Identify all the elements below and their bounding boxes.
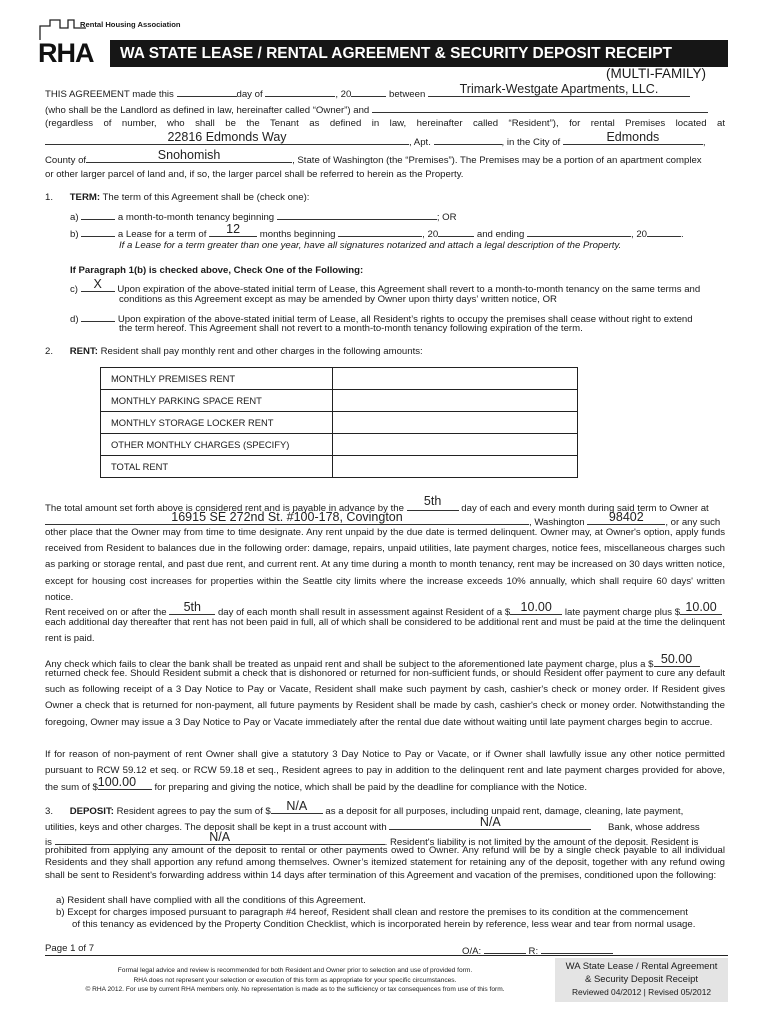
returned-check-line: Any check which fails to clear the bank shall be treated as unpaid rent and shall be subject to the aforementioned late payment charge, plus a $ 50.00: [45, 656, 725, 671]
owner-zip-field[interactable]: 98402: [587, 514, 665, 525]
page-number: Page 1 of 7: [45, 943, 95, 954]
owner-initials-field[interactable]: [484, 943, 526, 954]
monthly-parking-rent-field[interactable]: [333, 390, 578, 412]
notice-fee-paragraph: If for reason of non-payment of rent Owner shall give a statutory 3 Day Notice to Pay or Vacate, or if Owner shall lawfully issue any other notice permitted pursuant to RCW 59.12 et seq. or RCW 59.18 et seq., Resident agrees to pay in addition to the delinquent rent and late payment charges provided for above, the sum of $ 100.00 for preparing and giving the notice, which shall be paid by the deadline for compliance with the Notice.: [45, 749, 725, 794]
if-paragraph-heading: If Paragraph 1(b) is checked above, Check One of the Following:: [70, 265, 364, 276]
month-to-month-checkbox[interactable]: [81, 209, 115, 220]
other-monthly-charges-field[interactable]: [333, 434, 578, 456]
agreement-day-field[interactable]: [177, 86, 237, 97]
term-option-d: d) Upon expiration of the above-stated initial term of Lease, all Resident’s rights to occupy the premises shall cease without right to extend: [70, 311, 725, 326]
late-charge-paragraph: each additional day thereafter that rent has not been paid in full, all of which shall be considered to be additional rent and must be paid at the time the delinquent rent is paid.: [45, 617, 726, 645]
returned-check-fee-field[interactable]: 50.00: [654, 656, 700, 667]
logo-text: RHA: [38, 38, 94, 68]
rent-due-line: The total amount set forth above is considered rent and is payable in advance by the 5th day of each and every month during said term to Owner at: [45, 494, 709, 514]
table-row: OTHER MONTHLY CHARGES (SPECIFY): [101, 434, 578, 456]
revert-month-to-month-checkbox[interactable]: X: [81, 281, 115, 292]
resident-name-field[interactable]: [372, 102, 708, 113]
agreement-month-field[interactable]: [265, 86, 335, 97]
returned-check-paragraph: returned check fee. Should Resident submit a check that is dishonored or returned for non-sufficient funds, or should Resident offer payment to cure any default such as following receipt of a 3 Day Notice to Pay or Vacate, Resident shall make such payment by cash, cashier's check or money order. If Resident gives Owner a check that is returned for non-payment, all future payments by Resident shall be made by cash, cashier's check or money order. Notwithstanding the foregoing, Owner may issue a 3 Day Notice to Pay or Vacate immediately after the rental due date without waiting until late payment charges begin to accrue.: [45, 668, 725, 728]
deposit-bank-address-field[interactable]: N/A: [55, 834, 385, 845]
intro-line-2: (who shall be the Landlord as defined in law, hereinafter called “Owner”) and: [45, 102, 725, 117]
lease-end-field[interactable]: [527, 226, 631, 237]
org-name: Rental Housing Association: [80, 20, 181, 29]
term-option-c: c) X Upon expiration of the above-stated initial term of Lease, this Agreement shall revert to a month-to-month tenancy on the same terms and: [70, 277, 701, 295]
notice-fee-field[interactable]: 100.00: [98, 779, 152, 790]
rent-heading: 2. RENT: Resident shall pay monthly rent and other charges in the following amounts:: [45, 346, 423, 357]
county-field[interactable]: Snohomish: [86, 152, 292, 163]
monthly-storage-rent-field[interactable]: [333, 412, 578, 434]
table-row: TOTAL RENT: [101, 456, 578, 478]
daily-late-fee-field[interactable]: 10.00: [680, 604, 722, 615]
table-row: MONTHLY PARKING SPACE RENT: [101, 390, 578, 412]
owner-address-line: 16915 SE 272nd St. #100-178, Covington , Washington 98402 , or any such: [45, 514, 725, 529]
total-rent-field[interactable]: [333, 456, 578, 478]
landlord-name-field[interactable]: Trimark-Westgate Apartments, LLC.: [428, 86, 690, 97]
term-option-d-line-2: the term hereof. This Agreement shall not revert to a month-to-month tenancy following expiration of the term.: [119, 323, 583, 334]
deposit-bank-field[interactable]: N/A: [389, 819, 591, 830]
lease-end-year-field[interactable]: [647, 226, 681, 237]
lease-begin-field[interactable]: [338, 226, 422, 237]
term-heading: 1. TERM: The term of this Agreement shall be (check one):: [45, 192, 310, 203]
late-fee-field[interactable]: 10.00: [510, 604, 562, 615]
intro-line-6: or other larger parcel of land and, if so, the larger parcel shall be referred to herein as the Property.: [45, 169, 464, 180]
no-revert-checkbox[interactable]: [81, 311, 115, 322]
deposit-amount-field[interactable]: N/A: [271, 803, 323, 814]
lease-note: If a Lease for a term greater than one year, have all signatures notarized and attach a legal description of the Property.: [119, 240, 622, 251]
late-day-field[interactable]: 5th: [169, 604, 215, 615]
intro-line-4: 22816 Edmonds Way , Apt. , in the City of Edmonds ,: [45, 134, 725, 149]
lease-checkbox[interactable]: [81, 226, 115, 237]
deposit-condition-a: a) Resident shall have complied with all the conditions of this Agreement.: [56, 895, 366, 906]
form-id-box: WA State Lease / Rental Agreement & Security Deposit Receipt Reviewed 04/2012 | Revised 05/2012: [555, 958, 728, 1002]
resident-initials-field[interactable]: [541, 943, 613, 954]
rent-table: [100, 367, 578, 478]
rent-terms-paragraph: other place that the Owner may from time to time designate. Any rent unpaid by the due date is termed delinquent. Owner may, at Owner's option, apply funds received from Resident to balances due in the following order: damage, repairs, unpaid utilities, late payment charges, notice fees, miscellaneous charges such as parking or storage rental, and past due rent, and current rent. At any time during a month to month tenancy, rent may be increased on 30 days written notice, except for housing cost increases for properties within the Seattle city limits where the increase exceeds 10% annually, which shall require 60 days' written notice.: [45, 527, 725, 603]
owner-payment-address-field[interactable]: 16915 SE 272nd St. #100-178, Covington: [45, 514, 529, 525]
premises-city-field[interactable]: Edmonds: [563, 134, 703, 145]
term-option-c-line-2: conditions as this Agreement except as may be amended by Owner upon thirty days’ written notice, OR: [119, 294, 557, 305]
intro-line-5: County of Snohomish , State of Washington (the “Premises”). The Premises may be a portion of an apartment complex: [45, 148, 702, 166]
deposit-line-1: 3. DEPOSIT: Resident agrees to pay the sum of $ N/A as a deposit for all purposes, including unpaid rent, damage, cleaning, late payment,: [45, 799, 684, 817]
table-row: MONTHLY STORAGE LOCKER RENT: [101, 412, 578, 434]
lease-months-field[interactable]: 12: [209, 226, 257, 237]
footer-divider: [45, 955, 728, 956]
deposit-line-3: is N/A . Resident's liability is not limited by the amount of the deposit. Resident is: [45, 830, 699, 848]
month-to-month-begin-field[interactable]: [277, 209, 437, 220]
table-row: MONTHLY PREMISES RENT: [101, 368, 578, 390]
deposit-line-2: utilities, keys and other charges. The deposit shall be kept in a trust account with N/A Bank, whose address: [45, 815, 700, 833]
term-option-a: a) a month-to-month tenancy beginning ; OR: [70, 209, 725, 224]
lease-begin-year-field[interactable]: [438, 226, 474, 237]
term-option-b: b) a Lease for a term of 12 months beginning , 20 and ending , 20 .: [70, 222, 684, 240]
rent-due-day-field[interactable]: 5th: [407, 500, 459, 511]
footer-disclaimer: Formal legal advice and review is recommended for both Resident and Owner prior to selection and use of provided form. RHA does not represent your selection or execution of this form as appropriate for your specific circumstances. © RHA 2012. For use by current RHA members only. No representation is made as to the sufficiency or tax consequences from use of this form.: [85, 967, 505, 993]
agreement-year-field[interactable]: [351, 86, 386, 97]
premises-apt-field[interactable]: [434, 134, 502, 145]
form-subtitle: (MULTI-FAMILY): [606, 66, 706, 81]
initials-area: O/A: R:: [462, 943, 613, 957]
deposit-condition-b: b) Except for charges imposed pursuant to paragraph #4 hereof, Resident shall clean and restore the premises to its condition at the commencement: [56, 907, 688, 918]
monthly-premises-rent-field[interactable]: [333, 368, 578, 390]
late-charge-line: Rent received on or after the 5th day of each month shall result in assessment against Resident of a $ 10.00 late payment charge plus $ 10.00: [45, 604, 725, 619]
intro-line-3: (regardless of number, who shall be the Tenant as defined in law, hereinafter called “Resident”), for rental Premises located at: [45, 118, 725, 129]
deposit-condition-b-line-2: of this tenancy as evidenced by the Property Condition Checklist, which is incorporated herein by reference, less wear and tear from normal usage.: [72, 919, 696, 930]
form-title: WA STATE LEASE / RENTAL AGREEMENT & SECURITY DEPOSIT RECEIPT: [110, 40, 728, 67]
deposit-paragraph: prohibited from applying any amount of the deposit to rental or other payments owed to Owner. Any refund will be by a single check payable to all individual Residents and they shall apportion any refund among themselves. Owner’s itemized statement for retaining any of the deposit, together with any refund owing shall be sent to Resident's forwarding address within 14 days after termination of this Agreement and vacation of the premises, conditioned upon the following:: [45, 845, 725, 881]
intro-line-1: THIS AGREEMENT made this day of , 20 between Trimark-Westgate Apartments, LLC.: [45, 86, 725, 101]
premises-street-field[interactable]: 22816 Edmonds Way: [45, 134, 409, 145]
